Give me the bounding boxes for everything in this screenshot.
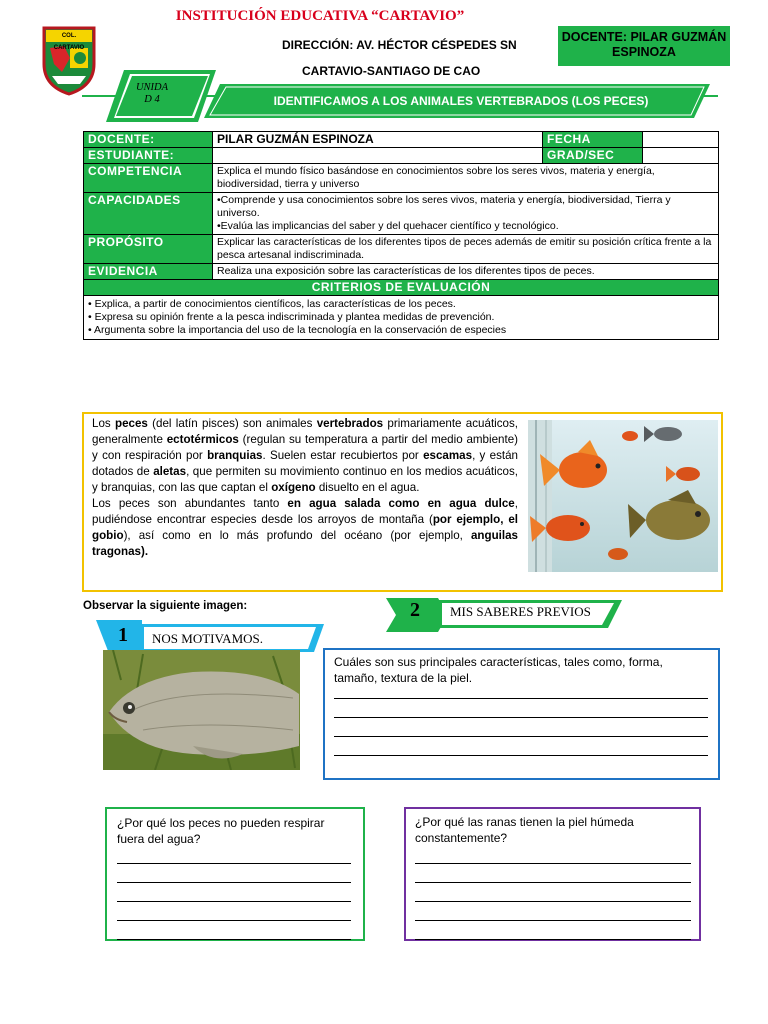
table-row xyxy=(84,193,719,235)
text-span: , pudiéndose encontrar especies desde los arroyos de montaña ( xyxy=(92,497,518,526)
bold-anguilas: anguilas tragonas). xyxy=(92,529,518,558)
logo-text: COL. CARTAVIO xyxy=(53,33,85,51)
answer-line[interactable] xyxy=(415,902,691,921)
answer-line[interactable] xyxy=(117,921,351,940)
criterio-item: • Explica, a partir de conocimientos científicos, las características de los peces. xyxy=(88,298,456,310)
bold-peces: peces xyxy=(115,417,148,430)
intro-text xyxy=(92,416,518,560)
criterio-item: • Argumenta sobre la importancia del uso de la tecnología en la conservación de especies xyxy=(88,324,507,336)
school-logo xyxy=(40,24,98,96)
docente-value: PILAR GUZMÁN ESPINOZA xyxy=(213,132,543,148)
question-box-3 xyxy=(404,807,701,941)
proposito-label: PROPÓSITO xyxy=(84,235,213,264)
table-row xyxy=(84,296,719,340)
fecha-value[interactable] xyxy=(643,132,719,148)
answer-lines-2[interactable] xyxy=(117,845,351,940)
address-line-2: CARTAVIO-SANTIAGO DE CAO xyxy=(302,64,481,78)
observe-label: Observar la siguiente imagen: xyxy=(83,600,248,612)
intro-paragraph-2 xyxy=(92,496,518,560)
answer-line[interactable] xyxy=(334,699,708,718)
proposito-value: Explicar las características de los diferentes tipos de peces además de emitir su posición crítica frente a la pesca artesanal indiscriminada. xyxy=(213,235,719,264)
text-span: , y están dotados de xyxy=(92,449,518,478)
evidencia-label: EVIDENCIA xyxy=(84,264,213,280)
page-title: IDENTIFICAMOS A LOS ANIMALES VERTEBRADOS (LOS PECES) xyxy=(273,94,649,108)
answer-line[interactable] xyxy=(415,883,691,902)
answer-line[interactable] xyxy=(415,921,691,940)
answer-lines-1[interactable] xyxy=(334,680,708,756)
section-1-label: NOS MOTIVAMOS. xyxy=(152,631,264,646)
docente-label: DOCENTE: xyxy=(84,132,213,148)
table-row xyxy=(84,264,719,280)
text-span: (del latín pisces) son animales xyxy=(147,417,317,430)
table-row xyxy=(84,148,719,164)
capacidad-item: •Evalúa las implicancias del saber y del quehacer científico y tecnológico. xyxy=(217,220,559,232)
competencia-value: Explica el mundo físico basándose en conocimientos sobre los seres vivos, materia y energía, biodiversidad, tierra y universo xyxy=(213,164,719,193)
institution-title: INSTITUCIÓN EDUCATIVA “CARTAVIO” xyxy=(175,8,465,24)
text-span: disuelto en el agua. xyxy=(315,481,420,494)
answer-line[interactable] xyxy=(415,864,691,883)
text-span: primariamente acuáticos, generalmente xyxy=(92,417,519,446)
evidencia-value: Realiza una exposición sobre las características de los diferentes tipos de peces. xyxy=(213,264,719,280)
capacidad-item: •Comprende y usa conocimientos sobre los seres vivos, materia y energía, biodiversidad, Tierra y universo. xyxy=(217,194,671,219)
question-3-text: ¿Por qué las ranas tienen la piel húmeda constantemente? xyxy=(415,815,634,845)
estudiante-label: ESTUDIANTE: xyxy=(84,148,213,164)
text-span: ), así como en lo más profundo del océano (por ejemplo, xyxy=(123,529,471,542)
table-row xyxy=(84,164,719,193)
table-row xyxy=(84,132,719,148)
gradsec-value[interactable] xyxy=(643,148,719,164)
bold-aletas: aletas xyxy=(153,465,187,478)
table-row xyxy=(84,280,719,296)
text-span: . Suelen estar recubiertos por xyxy=(262,449,424,462)
answer-line[interactable] xyxy=(117,864,351,883)
gradsec-label: GRAD/SEC xyxy=(543,148,643,164)
answer-line[interactable] xyxy=(334,737,708,756)
bold-branquias: branquias xyxy=(207,449,263,462)
bold-ectotermicos: ectotérmicos xyxy=(166,433,239,446)
goldfish-aquarium-image xyxy=(528,420,718,572)
answer-line[interactable] xyxy=(334,718,708,737)
competencia-label: COMPETENCIA xyxy=(84,164,213,193)
bold-vertebrados: vertebrados xyxy=(316,417,384,430)
answer-line[interactable] xyxy=(117,902,351,921)
answer-line[interactable] xyxy=(334,680,708,699)
text-span: (regulan su temperatura a partir del medio ambiente) y con respiración por xyxy=(92,433,518,462)
text-span: Los peces son abundantes tanto xyxy=(92,497,288,510)
bold-agua: en agua salada como en agua dulce xyxy=(287,497,515,510)
text-span: , que permiten su movimiento continuo en los medios acuáticos, y branquias, con las que captan el xyxy=(92,465,518,494)
capacidades-label: CAPACIDADES xyxy=(84,193,213,235)
section-2-label: MIS SABERES PREVIOS xyxy=(450,604,591,619)
text-span: Los xyxy=(92,417,115,430)
unidad-line-2: D 4 xyxy=(144,94,160,105)
section-1-number: 1 xyxy=(118,624,128,646)
intro-paragraph-1 xyxy=(92,416,518,496)
answer-lines-3[interactable] xyxy=(415,845,691,940)
criterio-item: • Expresa su opinión frente a la pesca indiscriminada y plantea medidas de prevención. xyxy=(88,311,495,323)
bold-gobio: por ejemplo, el gobio xyxy=(92,513,518,542)
bold-oxigeno: oxígeno xyxy=(271,481,316,494)
criterios-header: CRITERIOS DE EVALUACIÓN xyxy=(84,280,719,296)
unidad-line-1: UNIDA xyxy=(135,82,169,93)
address-line-1: DIRECCIÓN: AV. HÉCTOR CÉSPEDES SN xyxy=(282,38,517,52)
estudiante-value[interactable] xyxy=(213,148,543,164)
question-box-2 xyxy=(105,807,365,941)
answer-line[interactable] xyxy=(117,883,351,902)
fecha-label: FECHA xyxy=(543,132,643,148)
answer-line[interactable] xyxy=(415,845,691,864)
criterios-list xyxy=(84,296,719,340)
carp-fish-image xyxy=(103,650,300,770)
section-2-number: 2 xyxy=(410,599,420,621)
unidad-label xyxy=(112,82,192,106)
question-2-text: ¿Por qué los peces no pueden respirar fuera del agua? xyxy=(117,816,325,846)
question-box-1 xyxy=(323,648,720,780)
answer-line[interactable] xyxy=(117,845,351,864)
question-1-text: Cuáles son sus principales características, tales como, forma, tamaño, textura de la piel. xyxy=(334,655,663,685)
info-table xyxy=(83,131,719,340)
table-row xyxy=(84,235,719,264)
bold-escamas: escamas xyxy=(423,449,473,462)
docente-header-box: DOCENTE: PILAR GUZMÁN ESPINOZA xyxy=(558,26,730,66)
capacidades-value xyxy=(213,193,719,235)
